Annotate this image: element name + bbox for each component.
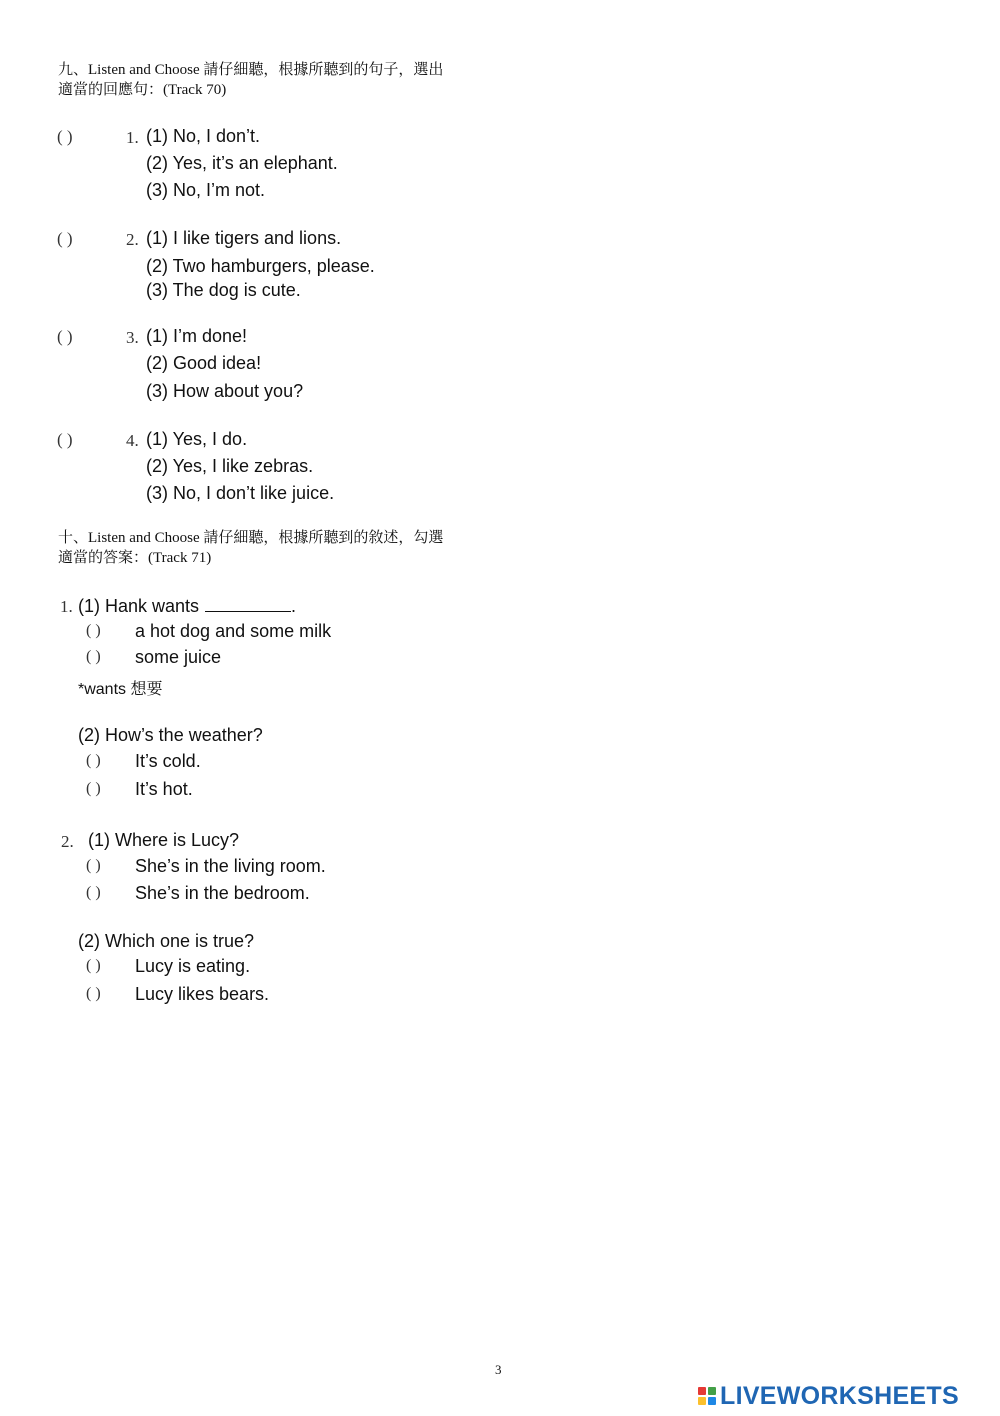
option-3: (3) No, I don’t like juice. [146,483,335,503]
choice-label: It’s hot. [135,779,193,799]
option-1: (1) No, I don’t. [146,126,261,146]
option-3: (3) The dog is cute. [146,280,301,300]
section-9-title-line1: 九、Listen and Choose 請仔細聽，根據所聽到的句子，選出 [58,62,444,78]
question-number: 1. [60,597,73,616]
prompt-hank-wants [78,595,296,617]
answer-blank[interactable]: ( ) [57,229,73,248]
prompt-text: (1) Hank wants [78,596,200,616]
option-2: (2) Yes, I like zebras. [146,456,314,476]
option-1: (1) I’m done! [146,326,248,346]
choice-checkbox[interactable]: ( ) [86,752,101,769]
brand-name: LIVEWORKSHEETS [720,1381,959,1410]
prompt-weather: (2) How’s the weather? [78,725,263,745]
choice-checkbox[interactable]: ( ) [86,857,101,874]
choice-label: She’s in the bedroom. [135,883,310,903]
fill-in-blank[interactable] [205,595,291,612]
choice-label: Lucy likes bears. [135,984,270,1004]
choice-label: She’s in the living room. [135,856,326,876]
answer-blank[interactable]: ( ) [57,127,73,146]
section-9-title [58,60,443,100]
section-10-title [58,528,443,568]
section-9-title-line2: 適當的回應句：(Track 70) [58,82,227,98]
liveworksheets-logo [698,1381,959,1410]
section-10-title-line2: 適當的答案：(Track 71) [58,550,212,566]
choice-label: Lucy is eating. [135,956,251,976]
answer-blank[interactable]: ( ) [57,327,73,346]
option-3: (3) No, I’m not. [146,180,266,200]
option-2: (2) Two hamburgers, please. [146,256,375,276]
question-number: 3. [126,328,139,347]
logo-tile [698,1397,706,1405]
logo-tile [708,1397,716,1405]
choice-label: a hot dog and some milk [135,621,332,641]
choice-checkbox[interactable]: ( ) [86,884,101,901]
choice-checkbox[interactable]: ( ) [86,957,101,974]
question-number: 4. [126,431,139,450]
choice-checkbox[interactable]: ( ) [86,648,101,665]
option-2: (2) Good idea! [146,353,262,373]
page-number: 3 [495,1362,502,1377]
choice-label: It’s cold. [135,751,201,771]
option-1: (1) Yes, I do. [146,429,248,449]
question-number: 1. [126,128,139,147]
option-1: (1) I like tigers and lions. [146,228,342,248]
prompt-end: . [291,596,297,616]
choice-checkbox[interactable]: ( ) [86,780,101,797]
section-10-title-line1: 十、Listen and Choose 請仔細聽，根據所聽到的敘述，勾選 [58,530,444,546]
question-number: 2. [126,230,139,249]
prompt-which-true: (2) Which one is true? [78,931,255,951]
choice-checkbox[interactable]: ( ) [86,622,101,639]
option-3: (3) How about you? [146,381,304,401]
logo-tile [708,1387,716,1395]
prompt-where-is-lucy: (1) Where is Lucy? [88,830,240,850]
answer-blank[interactable]: ( ) [57,430,73,449]
question-number: 2. [61,832,74,851]
choice-label: some juice [135,647,222,667]
option-2: (2) Yes, it’s an elephant. [146,153,338,173]
logo-mark-icon [698,1387,716,1405]
vocabulary-note: *wants 想要 [78,681,163,698]
logo-tile [698,1387,706,1395]
choice-checkbox[interactable]: ( ) [86,985,101,1002]
